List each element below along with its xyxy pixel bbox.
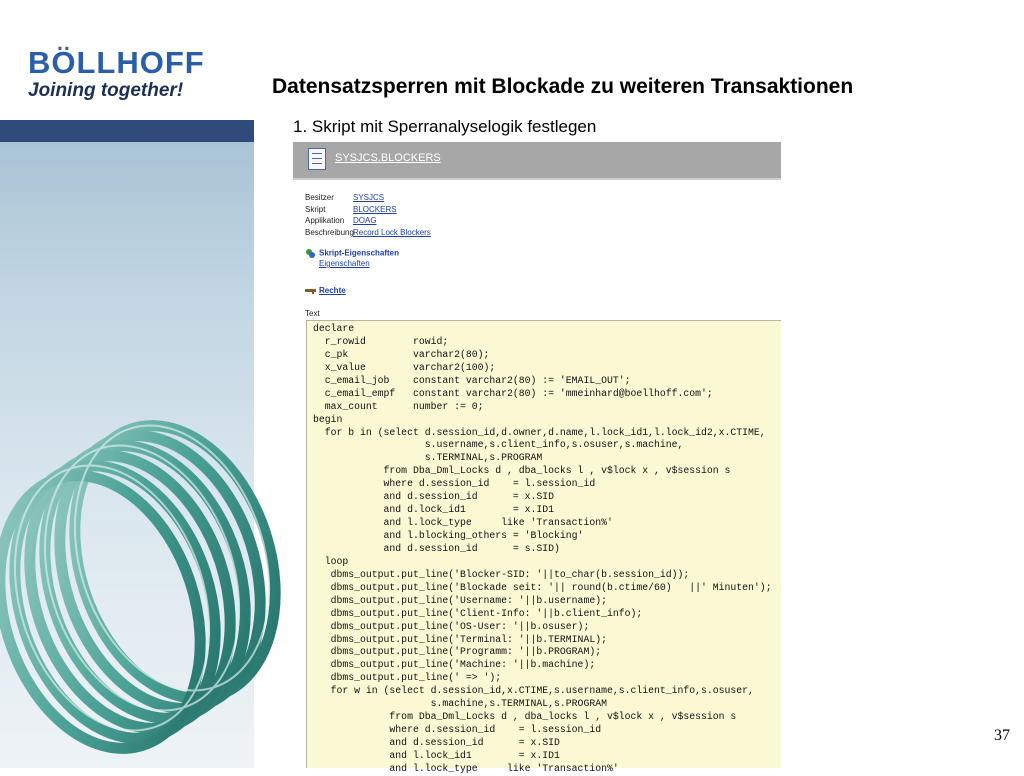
code-line: and d.lock_id1 = x.ID1 bbox=[313, 504, 555, 516]
code-line: max_count number := 0; bbox=[313, 400, 484, 412]
properties-link[interactable]: Eigenschaften bbox=[319, 259, 370, 268]
property-row bbox=[305, 215, 431, 227]
embedded-screenshot bbox=[293, 142, 781, 774]
code-line: x_value varchar2(100); bbox=[313, 361, 496, 373]
code-line: dbms_output.put_line('Terminal: '||b.TERMINAL); bbox=[313, 633, 607, 645]
property-row bbox=[305, 204, 431, 216]
property-label: Applikation bbox=[305, 216, 345, 225]
property-value-link[interactable]: SYSJCS bbox=[353, 193, 385, 202]
text-label: Text bbox=[305, 309, 320, 318]
logo-tagline: Joining together! bbox=[28, 80, 184, 101]
code-line: from Dba_Dml_Locks d , dba_locks l , v$lock x , v$session s bbox=[313, 465, 731, 477]
code-line: and l.blocking_others = 'Blocking' bbox=[313, 530, 584, 541]
left-accent-band bbox=[0, 120, 254, 142]
code-line: dbms_output.put_line('Blockade seit: '|| round(b.ctime/60) ||' Minuten'); bbox=[313, 581, 772, 593]
code-line: where d.session_id = l.session_id bbox=[313, 724, 602, 736]
rights-section bbox=[305, 286, 346, 295]
code-line: s.machine,s.TERMINAL,s.PROGRAM bbox=[313, 698, 607, 710]
code-line: dbms_output.put_line('Client-Info: '||b.client_info); bbox=[313, 607, 643, 619]
code-line: dbms_output.put_line('Machine: '||b.machine); bbox=[313, 659, 596, 671]
code-line: and l.lock_type like 'Transaction%' bbox=[313, 517, 613, 529]
boellhoff-logo bbox=[28, 45, 248, 102]
property-row bbox=[305, 227, 431, 239]
property-row bbox=[305, 192, 431, 204]
code-line: loop bbox=[313, 555, 349, 567]
code-line: s.TERMINAL,s.PROGRAM bbox=[313, 452, 543, 464]
code-line: and d.session_id = s.SID) bbox=[313, 542, 560, 554]
slide-title: Datensatzsperren mit Blockade zu weiteren Transaktionen bbox=[272, 75, 854, 98]
properties-icon bbox=[305, 248, 316, 259]
property-label: Skript bbox=[305, 204, 326, 214]
code-line: c_email_job constant varchar2(80) := 'EMAIL_OUT'; bbox=[313, 374, 631, 386]
code-line: for w in (select d.session_id,x.CTIME,s.username,s.client_info,s.osuser, bbox=[313, 685, 754, 697]
code-line: and l.lock_id1 = x.ID1 bbox=[313, 749, 560, 761]
code-line: begin bbox=[313, 413, 343, 425]
logo-brand: BÖLLHOFF bbox=[28, 45, 205, 80]
document-icon bbox=[308, 148, 326, 170]
code-line: dbms_output.put_line('Username: '||b.username); bbox=[313, 594, 607, 606]
code-line: r_rowid rowid; bbox=[313, 335, 449, 347]
code-line: from Dba_Dml_Locks d , dba_locks l , v$lock x , v$session s bbox=[313, 711, 737, 723]
code-line: c_email_empf constant varchar2(80) := 'mmeinhard@boellhoff.com'; bbox=[313, 387, 713, 399]
key-icon bbox=[305, 286, 316, 295]
script-properties-section bbox=[305, 248, 399, 268]
object-name-link[interactable]: SYSJCS.BLOCKERS bbox=[335, 152, 441, 164]
code-line: and d.session_id = x.SID bbox=[313, 737, 560, 748]
code-line: dbms_output.put_line(' => '); bbox=[313, 672, 502, 684]
script-code-editor[interactable] bbox=[306, 320, 781, 774]
code-line: where d.session_id = l.session_id bbox=[313, 478, 596, 490]
code-line: and d.session_id = x.SID bbox=[313, 491, 555, 503]
code-line: dbms_output.put_line('Programm: '||b.PROGRAM); bbox=[313, 646, 602, 658]
property-label: Besitzer bbox=[305, 193, 334, 202]
code-line: declare bbox=[313, 323, 355, 334]
code-line: dbms_output.put_line('Blocker-SID: '||to_char(b.session_id)); bbox=[313, 568, 690, 580]
properties-list bbox=[305, 192, 431, 238]
code-line: and l.lock_type like 'Transaction%' bbox=[313, 762, 619, 774]
script-properties-title: Skript-Eigenschaften bbox=[319, 248, 400, 258]
rights-link[interactable]: Rechte bbox=[319, 286, 346, 295]
object-header bbox=[293, 142, 781, 180]
property-label: Beschreibung bbox=[305, 227, 354, 237]
code-line: s.username,s.client_info,s.osuser,s.machine, bbox=[313, 439, 684, 451]
code-line: for b in (select d.session_id,d.owner,d.name,l.lock_id1,l.lock_id2,x.CTIME, bbox=[313, 426, 766, 438]
code-line: dbms_output.put_line('OS-User: '||b.osuser); bbox=[313, 620, 590, 632]
property-value-link[interactable]: DOAG bbox=[353, 216, 377, 225]
property-value-link[interactable]: BLOCKERS bbox=[353, 204, 397, 214]
thread-coil-image bbox=[0, 142, 254, 768]
page-number: 37 bbox=[994, 727, 1010, 744]
property-value-link[interactable]: Record Lock Blockers bbox=[353, 227, 431, 237]
coil-photo bbox=[0, 142, 254, 768]
code-line: c_pk varchar2(80); bbox=[313, 348, 490, 360]
slide-subtitle: 1. Skript mit Sperranalyselogik festlegen bbox=[293, 117, 597, 136]
